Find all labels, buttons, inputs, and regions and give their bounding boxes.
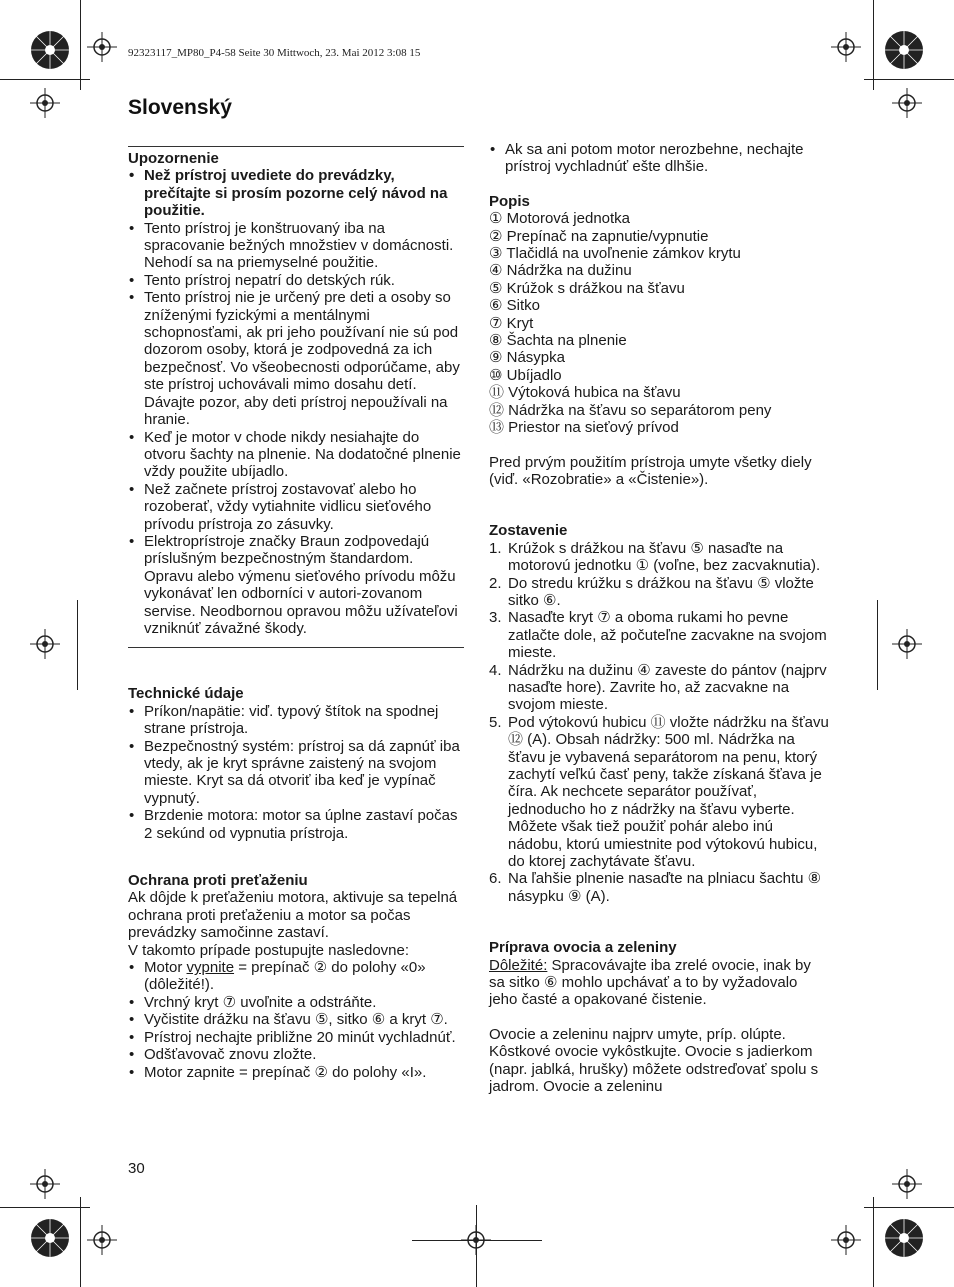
- upozornenie-heading: Upozornenie: [128, 150, 219, 167]
- list-item: • Motor vypnite = prepínač ② do polohy «0» (dôležité!).: [128, 959, 464, 994]
- list-item: ⑪ Výtoková hubica na šťavu: [489, 384, 681, 402]
- left-column: [128, 146, 464, 1081]
- list-item: 1. Krúžok s drážkou na šťavu ⑤ nasaďte na motorovú jednotku ① (voľne, bez zacvaknutia).: [489, 539, 821, 575]
- crosshair-icon: [30, 1169, 60, 1199]
- crop-line: [80, 0, 81, 90]
- list-item: 2. Do stredu krúžku s drážkou na šťavu ⑤ vložte sitko ⑥.: [489, 574, 814, 609]
- crop-line: [877, 600, 878, 690]
- right-column: [489, 141, 829, 1096]
- ochrana-heading: Ochrana proti preťaženiu: [128, 872, 308, 890]
- crosshair-icon: [30, 88, 60, 118]
- crop-line: [77, 600, 78, 690]
- list-item: • Tento prístroj nepatrí do detských rúk.: [128, 272, 464, 289]
- crop-line: [864, 79, 954, 80]
- registration-starburst-icon: [30, 1218, 70, 1258]
- list-item: • Než začnete prístroj zostavovať alebo ho rozoberať, vždy vytiahnite vidlicu sieťového prívodu prístroja zo zásuvky.: [128, 481, 464, 533]
- list-item: ④ Nádržka na dužinu: [489, 262, 632, 280]
- registration-starburst-icon: [884, 30, 924, 70]
- popis-list: [489, 210, 829, 436]
- crosshair-icon: [831, 32, 861, 62]
- list-item: 4. Nádržku na dužinu ④ zaveste do pántov (najprv nasaďte hore). Zavrite ho, až zacvakne na svojom mieste.: [489, 661, 827, 714]
- crosshair-icon: [87, 32, 117, 62]
- list-item: ① Motorová jednotka: [489, 210, 631, 228]
- list-item: • Tento prístroj je konštruovaný iba na spracovanie bežných množstiev v domácnosti. Nehodí sa na priemyselné použitie.: [128, 220, 464, 272]
- crop-line: [0, 79, 90, 80]
- section-divider: [128, 647, 464, 648]
- crosshair-icon: [87, 1225, 117, 1255]
- crop-line: [0, 1207, 90, 1208]
- list-item: ③ Tlačidlá na uvoľnenie zámkov krytu: [489, 245, 741, 263]
- page-title: Slovenský: [128, 96, 232, 119]
- list-item: • Vyčistite drážku na šťavu ⑤, sitko ⑥ a kryt ⑦.: [128, 1011, 464, 1028]
- crop-line: [864, 1207, 954, 1208]
- crosshair-icon: [831, 1225, 861, 1255]
- crop-line: [412, 1240, 542, 1241]
- crop-line: [476, 1205, 477, 1287]
- list-item: • Motor zapnite = prepínač ② do polohy «I».: [128, 1064, 464, 1081]
- list-item: • Brzdenie motora: motor sa úplne zastaví počas 2 sekúnd od vypnutia prístroja.: [128, 807, 464, 842]
- list-item: ⑥ Sitko: [489, 297, 540, 315]
- list-item: • Než prístroj uvediete do prevádzky, prečítajte si prosím pozorne celý návod na použitie.: [128, 167, 464, 219]
- zostavenie-heading: Zostavenie: [489, 522, 568, 540]
- print-header: 92323117_MP80_P4-58 Seite 30 Mittwoch, 23. Mai 2012 3:08 15: [128, 47, 421, 59]
- list-item: • Odšťavovač znovu zložte.: [128, 1046, 464, 1063]
- priprava-heading: Príprava ovocia a zeleniny: [489, 939, 677, 957]
- priprava-text: Dôležité: Spracovávajte iba zrelé ovocie, inak by sa sitko ⑥ mohlo upchávať a to by vyžadovalo jeho časté a opakované čistenie.: [489, 956, 811, 1009]
- list-item: • Tento prístroj nie je určený pre deti a osoby so zníženými fyzickými a mentálnymi schopnosťami, ak pri jeho používaní nie sú pod dozorom osoby, ktorá je zodpovedná za ich bezpečnosť. Vo všeobecnosti odporúčame, aby ste prístroj uchovávali mimo dosahu detí. Dávajte pozor, aby deti prístroj nepoužívali na hranie.: [128, 289, 464, 428]
- crop-line: [873, 1197, 874, 1287]
- technicke-list: [128, 703, 464, 842]
- list-item: 6. Na ľahšie plnenie nasaďte na plniacu šachtu ⑧ násypku ⑨ (A).: [489, 870, 822, 905]
- crop-line: [873, 0, 874, 90]
- list-item: • Ak sa ani potom motor nerozbehne, nechajte prístroj vychladnúť ešte dlhšie.: [489, 141, 829, 176]
- priprava-text: Ovocie a zeleninu najprv umyte, príp. olúpte. Kôstkové ovocie vykôstkujte. Ovocie s jadierkom (napr. jablká, hrušky) môžete odstreďovať spolu s jadrom. Ovocie a zeleninu: [489, 1025, 819, 1096]
- list-item: • Bezpečnostný systém: prístroj sa dá zapnúť iba vtedy, ak je kryt správne zaistený na svojom mieste. Kryt sa dá otvoriť iba keď je vypínač vypnutý.: [128, 738, 464, 808]
- list-item: • Keď je motor v chode nikdy nesiahajte do otvoru šachty na plnenie. Na dodatočné plnenie vždy použite ubíjadlo.: [128, 429, 464, 481]
- crosshair-icon: [892, 88, 922, 118]
- zostavenie-list: [489, 540, 829, 906]
- list-item: ⑩ Ubíjadlo: [489, 366, 562, 384]
- ochrana-text: Ak dôjde k preťaženiu motora, aktivuje sa tepelná ochrana proti preťaženiu a motor sa počas prevádzky samočinne zastaví.: [128, 889, 458, 942]
- continued-list: [489, 141, 829, 176]
- crosshair-icon: [30, 629, 60, 659]
- upozornenie-list: [128, 167, 464, 637]
- list-item: 5. Pod výtokovú hubicu ⑪ vložte nádržku na šťavu ⑫ (A). Obsah nádržky: 500 ml. Nádržka na šťavu je vybavená separátorom na penu, ktorý zachytí veľkú časť peny, takže získaná šťava je číra. Ak nechcete separátor používať, jednoducho ho z nádržky na šťavu vyberte. Môžete však tiež použiť pohár alebo inú nádobu, ktorú umiestnite pod výtokovú hubicu, do ktorej zachytávate šťavu.: [489, 713, 829, 871]
- list-item: ⑤ Krúžok s drážkou na šťavu: [489, 279, 685, 297]
- registration-starburst-icon: [30, 30, 70, 70]
- list-item: • Vrchný kryt ⑦ uvoľnite a odstráňte.: [128, 994, 464, 1011]
- ochrana-list: [128, 959, 464, 1081]
- list-item: ⑬ Priestor na sieťový prívod: [489, 419, 679, 437]
- section-divider: [128, 146, 464, 147]
- popis-heading: Popis: [489, 192, 530, 210]
- list-item: • Prístroj nechajte približne 20 minút vychladnúť.: [128, 1029, 464, 1046]
- list-item: ⑨ Násypka: [489, 349, 565, 367]
- ochrana-text: V takomto prípade postupujte nasledovne:: [128, 941, 410, 959]
- crosshair-icon: [892, 1169, 922, 1199]
- crop-line: [80, 1197, 81, 1287]
- registration-starburst-icon: [884, 1218, 924, 1258]
- list-item: • Príkon/napätie: viď. typový štítok na spodnej strane prístroja.: [128, 703, 464, 738]
- list-item: ⑧ Šachta na plnenie: [489, 332, 627, 350]
- technicke-heading: Technické údaje: [128, 685, 244, 703]
- page-number: 30: [128, 1160, 145, 1177]
- list-item: ⑫ Nádržka na šťavu so separátorom peny: [489, 401, 772, 419]
- list-item: 3. Nasaďte kryt ⑦ a oboma rukami ho pevne zatlačte dole, až počuteľne zacvakne na svojom mieste.: [489, 609, 827, 662]
- popis-note: Pred prvým použitím prístroja umyte všetky diely (viď. «Rozobratie» a «Čistenie»).: [489, 453, 812, 488]
- list-item: • Elektroprístroje značky Braun zodpovedajú príslušným bezpečnostným štandardom. Opravu alebo výmenu sieťového prívodu môžu vykonávať len odborníci v autori-zovanom servise. Neodbornou opravou môžu užívateľovi vzniknúť závažné škody.: [128, 533, 464, 637]
- list-item: ⑦ Kryt: [489, 314, 534, 332]
- crosshair-icon: [892, 629, 922, 659]
- list-item: ② Prepínač na zapnutie/vypnutie: [489, 227, 709, 245]
